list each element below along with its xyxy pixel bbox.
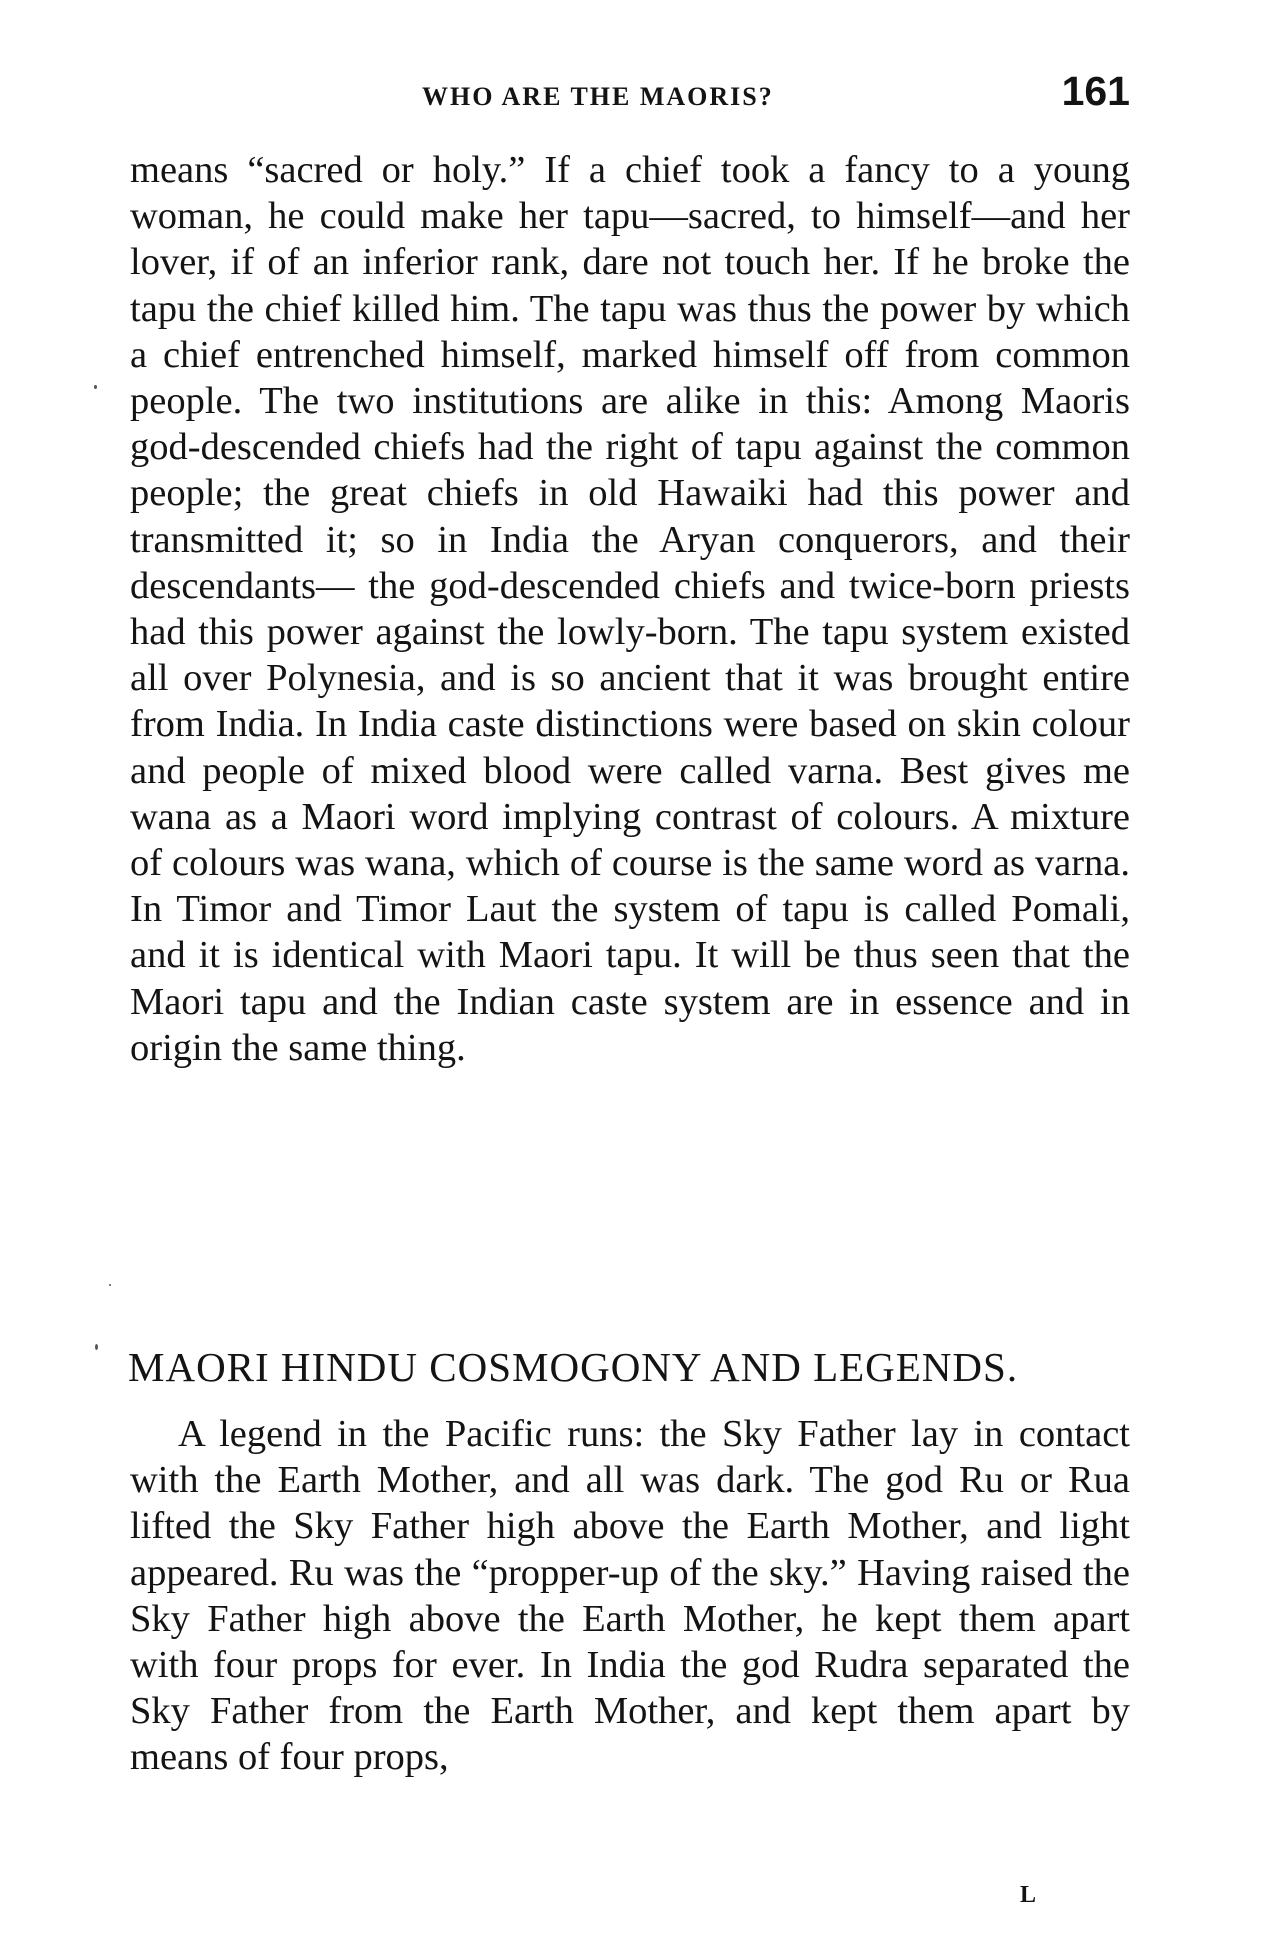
- signature-mark: L: [1020, 1882, 1037, 1908]
- text-block-2: [130, 1411, 1130, 1781]
- section-heading: MAORI HINDU COSMOGONY AND LEGENDS.: [128, 1344, 1019, 1390]
- paragraph-1: means “sacred or holy.” If a chief took a fancy to a young woman, he could make her tapu—sacred, to himself—and her lover, if of an inferior rank, dare not touch her. If he broke the tapu the chief killed him. The tapu was thus the power by which a chief entrenched himself, marked himself off from common people. The two institutions are alike in this: Among Maoris god-descended chiefs had the right of tapu against the common people; the great chiefs in old Hawaiki had this power and transmitted it; so in India the Aryan conquerors, and their descendants— the god-descended chiefs and twice-born priests had this power against the lowly-born. The tapu system existed all over Polynesia, and is so ancient that it was brought entire from India. In India caste distinctions were based on skin colour and people of mixed blood were called varna. Best gives me wana as a Maori word implying contrast of colours. A mixture of colours was wana, which of course is the same word as varna. In Timor and Timor Laut the system of tapu is called Pomali, and it is identical with Maori tapu. It will be thus seen that the Maori tapu and the Indian caste system are in essence and in origin the same thing.: [130, 149, 1130, 1069]
- print-speck: [109, 1284, 111, 1286]
- print-speck: [94, 385, 97, 389]
- paragraph-2: A legend in the Pacific runs: the Sky Father lay in contact with the Earth Mother, and all was dark. The god Ru or Rua lifted the Sky Father high above the Earth Mother, and light appeared. Ru was the “propper-up of the sky.” Having raised the Sky Father high above the Earth Mother, he kept them apart with four props for ever. In India the god Rudra separated the Sky Father from the Earth Mother, and kept them apart by means of four props,: [130, 1413, 1130, 1779]
- running-head: [130, 68, 1130, 118]
- print-speck: [95, 1344, 98, 1350]
- page-number: 161: [1061, 68, 1130, 114]
- text-block-1: [130, 147, 1130, 1071]
- running-title: WHO ARE THE MAORIS?: [422, 82, 774, 111]
